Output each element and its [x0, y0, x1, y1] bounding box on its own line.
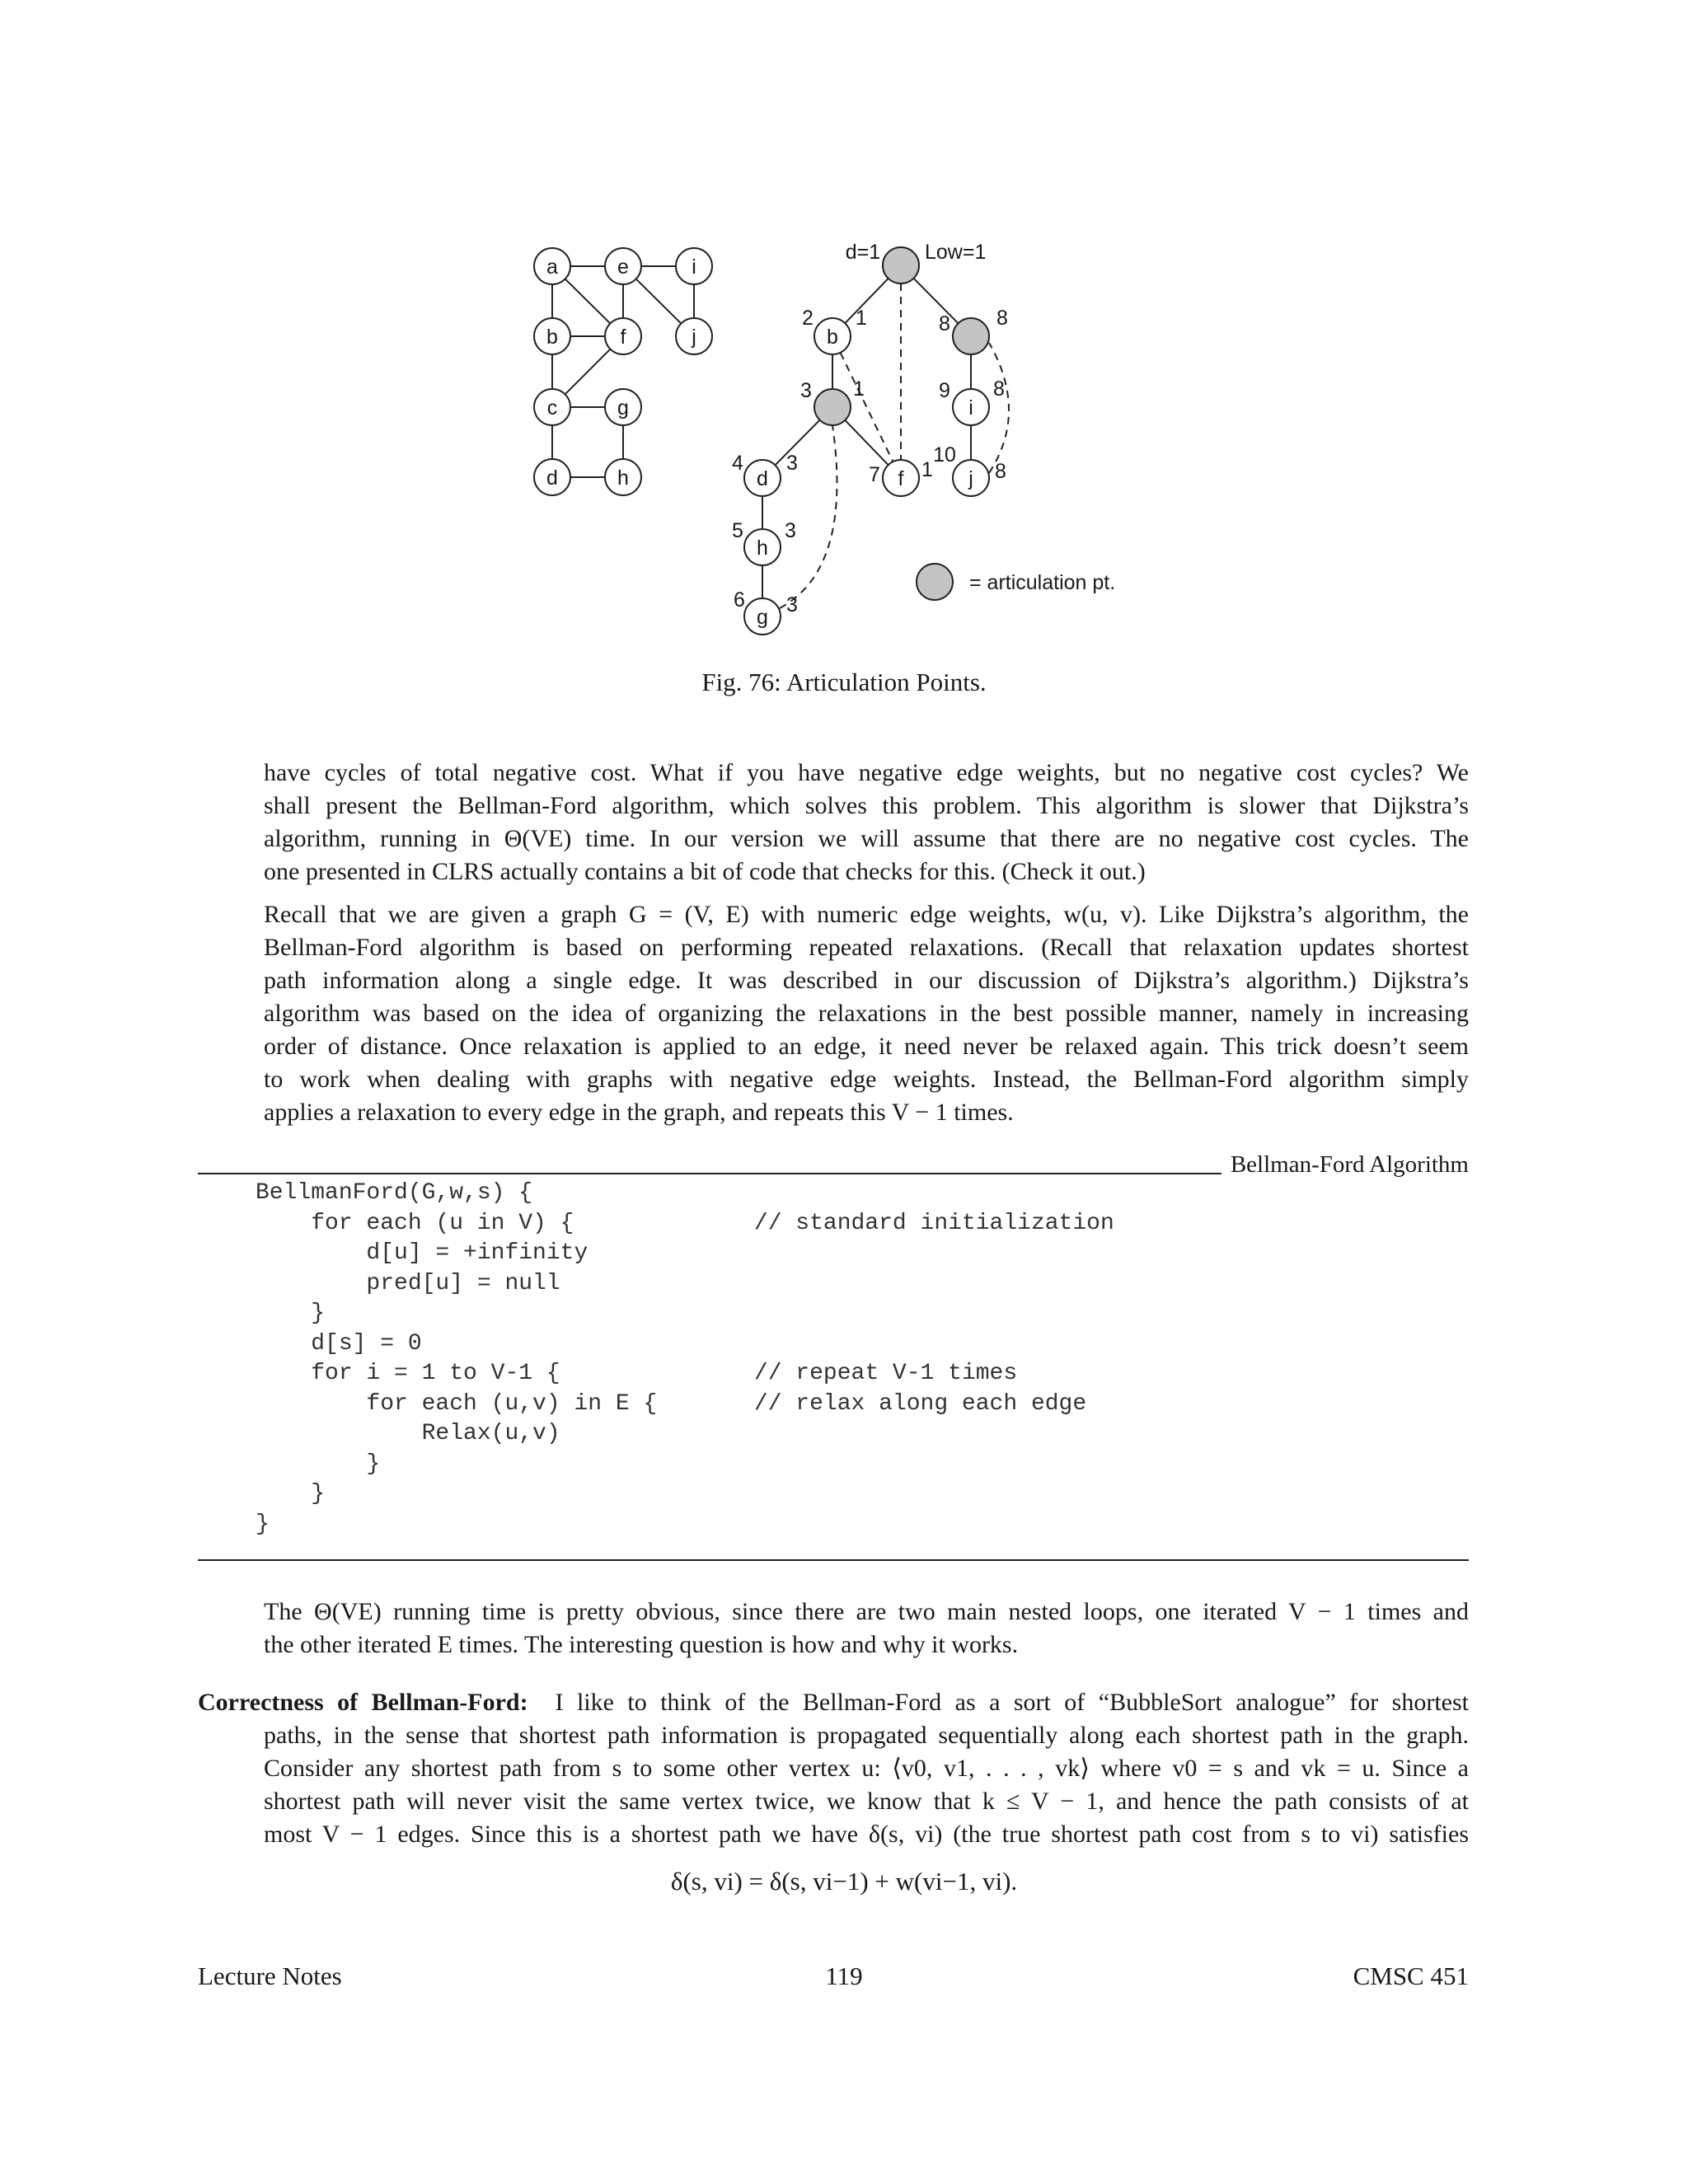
dfs-node-mid: [814, 389, 851, 425]
legend-articulation-swatch: [917, 564, 953, 600]
left-graph-vertex-label: c: [546, 396, 558, 419]
dfs-tree-edge: [845, 420, 888, 465]
p2-line: to work when dealing with graphs with negative edge weights. Instead, the Bellman-Ford algorithm simply: [264, 1066, 1469, 1093]
left-graph-vertex-label: h: [617, 466, 629, 490]
left-graph-vertex-label: j: [692, 326, 696, 349]
dfs-discovery-label: 5: [732, 519, 743, 542]
figure-articulation-points: [0, 0, 1688, 659]
algorithm-code: BellmanFord(G,w,s) { for each (u in V) { // standard initialization d[u] = +infinity pred[u] = null } d[s] = 0 for i = 1 to V-1 { // repeat V-1 times for each (u,v) in E { // relax along each edge Relax(u,v) } } }: [256, 1180, 1114, 1537]
footer-left: Lecture Notes: [198, 1961, 342, 1990]
left-graph-vertex-label: b: [546, 326, 558, 349]
dfs-node-label: f: [898, 467, 904, 490]
left-graph-vertex-label: a: [546, 255, 558, 279]
dfs-node-label: i: [968, 396, 973, 419]
p4-first-line: [198, 1686, 1469, 1719]
dfs-low-label: 3: [785, 519, 796, 542]
algorithm-bottom-rule: [198, 1559, 1469, 1561]
p1-line: one presented in CLRS actually contains a bit of code that checks for this. (Check it out.): [264, 858, 1146, 885]
dfs-node-label: b: [827, 326, 838, 349]
dfs-discovery-label: 2: [802, 307, 814, 330]
dfs-back-edge: [989, 343, 1009, 473]
left-graph-edge: [565, 279, 611, 323]
left-graph-vertex-label: e: [617, 255, 629, 279]
dfs-discovery-label: 9: [939, 379, 950, 402]
dfs-discovery-label: 10: [933, 443, 956, 466]
equation-delta: δ(s, vi) = δ(s, vi−1) + w(vi−1, vi).: [670, 1867, 1018, 1896]
p4-line: Consider any shortest path from s to some other vertex u: ⟨v0, v1, . . . , vk⟩ where v0 = s and vk = u. Since a: [264, 1755, 1469, 1782]
figure-caption: Fig. 76: Articulation Points.: [701, 668, 987, 696]
dfs-discovery-label: 4: [732, 452, 743, 475]
left-graph-vertex-label: d: [546, 466, 558, 490]
p1-line: shall present the Bellman-Ford algorithm, which solves this problem. This algorithm is slower that Dijkstra’s: [264, 792, 1469, 819]
algorithm-title: Bellman-Ford Algorithm: [1230, 1151, 1469, 1178]
paragraph-running-time: [264, 1596, 1469, 1661]
algorithm-top-rule: [198, 1173, 1221, 1174]
paragraph-recall-graph: [264, 898, 1469, 1129]
p2-line: applies a relaxation to every edge in the graph, and repeats this V − 1 times.: [264, 1099, 1014, 1126]
dfs-node-label: g: [757, 606, 768, 629]
dfs-node-label: j: [968, 467, 973, 490]
p2-line: path information along a single edge. It was described in our discussion of Dijkstra’s algorithm.) Dijkstra’s: [264, 967, 1469, 994]
left-graph-edge: [565, 349, 611, 395]
p3-line: the other iterated E times. The interesting question is how and why it works.: [264, 1631, 1019, 1658]
dfs-low-label: 3: [786, 593, 798, 616]
dfs-node-right: [953, 318, 989, 354]
correctness-heading: Correctness of Bellman-Ford:: [198, 1689, 528, 1716]
p2-line: algorithm was based on the idea of organizing the relaxations in the best possible manner, namely in increasing: [264, 1000, 1469, 1027]
p4-line: shortest path will never visit the same vertex twice, we know that k ≤ V − 1, and hence the path consists of at: [264, 1788, 1469, 1815]
paragraph-correctness: [198, 1686, 1469, 1851]
graph-diagram: [0, 0, 1688, 659]
left-graph-vertex-label: f: [620, 326, 626, 349]
p4-line: paths, in the sense that shortest path information is propagated sequentially along each shortest path in the graph.: [264, 1722, 1469, 1749]
dfs-discovery-label: 3: [800, 379, 812, 402]
legend-label: = articulation pt.: [969, 571, 1116, 594]
p2-line: Bellman-Ford algorithm is based on performing repeated relaxations. (Recall that relaxation updates shortest: [264, 934, 1469, 961]
footer-right: CMSC 451: [1353, 1961, 1469, 1990]
p1-line: have cycles of total negative cost. What if you have negative edge weights, but no negative cost cycles? We: [264, 759, 1469, 786]
p4-line: most V − 1 edges. Since this is a shortest path we have δ(s, vi) (the true shortest path cost from s to vi) satisfies: [264, 1821, 1469, 1848]
p2-line: Recall that we are given a graph G = (V, E) with numeric edge weights, w(u, v). Like Dijkstra’s algorithm, the: [264, 901, 1469, 928]
dfs-discovery-label: 7: [869, 463, 880, 486]
left-graph-vertex-label: g: [617, 396, 629, 419]
dfs-low-label: 8: [996, 307, 1008, 330]
left-graph-vertex-label: i: [692, 255, 696, 279]
dfs-low-label: 1: [853, 377, 865, 401]
p2-line: order of distance. Once relaxation is applied to an edge, it need never be relaxed again. This trick doesn’t seem: [264, 1033, 1469, 1060]
p1-line: algorithm, running in Θ(VE) time. In our version we will assume that there are no negative cost cycles. The: [264, 825, 1469, 852]
dfs-low-label: 1: [921, 458, 933, 481]
p4-line: I like to think of the Bellman-Ford as a sort of “BubbleSort analogue” for shortest: [555, 1689, 1470, 1716]
dfs-discovery-label: 8: [939, 312, 950, 335]
paragraph-negative-cycles: [264, 757, 1469, 888]
dfs-node-label: d: [757, 467, 768, 490]
dfs-low-label: 1: [856, 307, 867, 330]
root-d-label: d=1: [845, 241, 881, 264]
dfs-low-label: 8: [995, 460, 1006, 483]
dfs-tree-edge: [913, 279, 958, 324]
dfs-discovery-label: 6: [734, 588, 745, 612]
dfs-low-label: 8: [993, 377, 1005, 401]
dfs-node-label: h: [757, 537, 768, 560]
dfs-low-label: 3: [786, 452, 798, 475]
p3-line: The Θ(VE) running time is pretty obvious, since there are two main nested loops, one iterated V − 1 times and: [264, 1598, 1469, 1625]
left-graph-edge: [636, 279, 682, 323]
footer-page-number: 119: [825, 1961, 863, 1990]
dfs-root-node: [883, 247, 919, 284]
root-low-label: Low=1: [925, 241, 987, 264]
